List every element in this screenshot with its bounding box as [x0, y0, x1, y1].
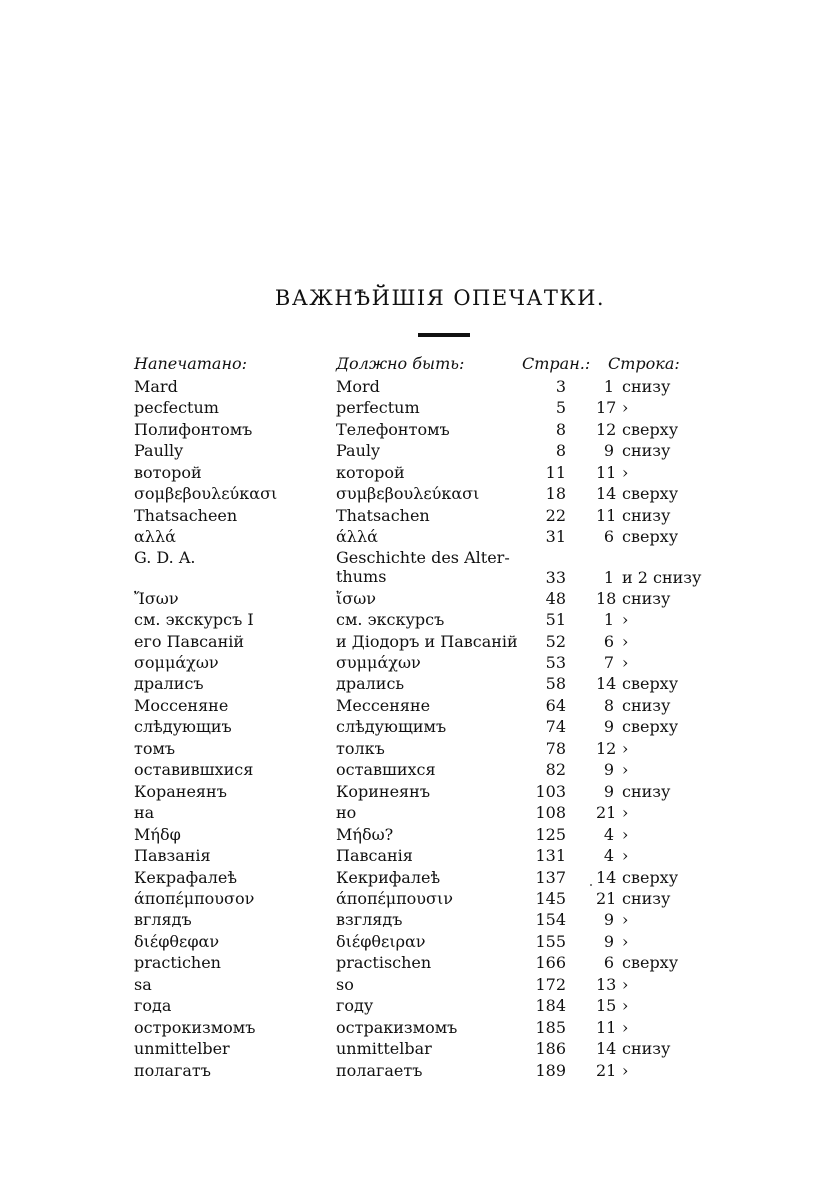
- correct-text: взглядъ: [336, 910, 403, 930]
- line-note: ›: [622, 974, 629, 994]
- page-number: 64: [545, 695, 566, 715]
- printed-text: его Павсаній: [134, 631, 245, 651]
- line-ref: [596, 695, 670, 716]
- errata-row: [134, 673, 754, 694]
- line-ref: [596, 867, 678, 888]
- line-note: снизу: [622, 781, 671, 801]
- line-number: 17: [596, 398, 617, 418]
- line-note: сверху: [622, 867, 679, 887]
- line-ref: [596, 952, 678, 973]
- correct-text: so: [336, 974, 354, 994]
- errata-row: [134, 526, 754, 547]
- line-note: ›: [622, 652, 629, 672]
- line-note: ›: [622, 610, 629, 630]
- line-note: и 2 снизу: [622, 567, 702, 587]
- line-note: снизу: [622, 505, 671, 525]
- line-ref: [596, 376, 670, 397]
- errata-row: [134, 588, 754, 609]
- errata-row: [134, 695, 754, 716]
- line-number: 9: [603, 931, 614, 951]
- errata-row: [134, 609, 754, 630]
- errata-header-row: [134, 352, 754, 376]
- errata-row: [134, 824, 754, 845]
- errata-row: [134, 909, 754, 930]
- line-number: 1: [603, 567, 614, 587]
- header-printed: Напечатано:: [134, 354, 248, 373]
- page-number: 78: [545, 738, 566, 758]
- line-number: 1: [603, 377, 614, 396]
- line-note: ›: [622, 996, 629, 1016]
- line-number: 9: [603, 781, 614, 801]
- printed-text: Кекрафалеѣ: [134, 867, 237, 887]
- errata-row: [134, 1060, 754, 1081]
- printed-text: года: [134, 996, 172, 1016]
- line-note: снизу: [622, 888, 671, 908]
- line-note: сверху: [622, 527, 679, 547]
- line-ref: [596, 1017, 628, 1038]
- line-number: 9: [603, 760, 614, 780]
- page-number: 184: [535, 996, 566, 1016]
- line-ref: [596, 759, 628, 780]
- errata-row: [134, 716, 754, 737]
- page-number: 108: [535, 803, 566, 823]
- line-ref: [596, 483, 678, 504]
- errata-row: [134, 419, 754, 440]
- printed-text: вглядъ: [134, 910, 192, 930]
- errata-row: [134, 952, 754, 973]
- line-number: 13: [596, 974, 617, 994]
- errata-row: [134, 845, 754, 866]
- line-ref: [596, 716, 678, 737]
- errata-row: [134, 1017, 754, 1038]
- correct-text: Мессеняне: [336, 695, 431, 715]
- correct-text: practischen: [336, 953, 432, 973]
- line-note: ›: [622, 910, 629, 930]
- line-number: 9: [603, 910, 614, 930]
- printed-text: σομβεβουλεύκασι: [134, 484, 278, 504]
- line-ref: [596, 609, 628, 630]
- printed-text: Коранеянъ: [134, 781, 227, 801]
- line-number: 15: [596, 996, 617, 1016]
- page-number: 3: [555, 377, 566, 396]
- correct-text: толкъ: [336, 738, 385, 758]
- line-note: ›: [622, 1060, 629, 1080]
- line-note: ›: [622, 462, 629, 482]
- line-number: 14: [596, 674, 617, 694]
- errata-row: [134, 995, 754, 1016]
- line-ref: [596, 1038, 670, 1059]
- line-number: 12: [596, 419, 617, 439]
- line-number: 6: [603, 631, 614, 651]
- errata-row: [134, 867, 754, 888]
- line-ref: [596, 888, 670, 909]
- line-number: 6: [603, 527, 614, 547]
- correct-text: perfectum: [336, 398, 420, 418]
- line-number: 9: [603, 717, 614, 737]
- page-number: 189: [535, 1060, 566, 1080]
- page-number: 145: [535, 888, 566, 908]
- correct-text: году: [336, 996, 374, 1016]
- line-note: ›: [622, 931, 629, 951]
- page-number: 18: [545, 484, 566, 504]
- correct-text: Коринеянъ: [336, 781, 430, 801]
- correct-text: άποπέμπουσιν: [336, 888, 453, 908]
- page-number: 22: [545, 505, 566, 525]
- printed-text: дралисъ: [134, 674, 204, 694]
- line-note: ›: [622, 846, 629, 866]
- line-ref: [596, 738, 628, 759]
- title-rule: [418, 333, 470, 337]
- line-number: 21: [596, 888, 617, 908]
- line-number: 12: [596, 738, 617, 758]
- page-number: 5: [555, 398, 566, 418]
- page-number: 52: [545, 631, 566, 651]
- errata-table: [134, 352, 754, 1081]
- line-note: ›: [622, 738, 629, 758]
- printed-text: unmittelber: [134, 1039, 230, 1059]
- printed-text: оставившхися: [134, 760, 254, 780]
- correct-text: но: [336, 803, 357, 823]
- printed-text: Mard: [134, 377, 178, 396]
- line-note: ›: [622, 803, 629, 823]
- line-number: 7: [603, 652, 614, 672]
- line-note: ›: [622, 824, 629, 844]
- errata-row: [134, 652, 754, 673]
- errata-row: [134, 974, 754, 995]
- correct-text: см. экскурсъ: [336, 610, 445, 630]
- errata-row: [134, 759, 754, 780]
- printed-text: pecfectum: [134, 398, 219, 418]
- line-note: ›: [622, 1017, 629, 1037]
- line-ref: [596, 588, 670, 609]
- errata-row: [134, 1038, 754, 1059]
- line-note: сверху: [622, 419, 679, 439]
- correct-text: Mord: [336, 377, 380, 396]
- line-note: сверху: [622, 717, 679, 737]
- page-number: 33: [545, 567, 566, 587]
- printed-text: Павзанія: [134, 846, 211, 866]
- errata-row: [134, 781, 754, 802]
- line-ref: [596, 440, 670, 461]
- page-number: 11: [545, 462, 566, 482]
- page-number: 185: [535, 1017, 566, 1037]
- line-ref: [596, 567, 701, 588]
- printed-text: Paully: [134, 441, 184, 461]
- printed-text: на: [134, 803, 155, 823]
- correct-text: которой: [336, 462, 405, 482]
- correct-text: Geschichte des Alter-thums: [336, 547, 510, 586]
- errata-row: [134, 462, 754, 483]
- line-note: ›: [622, 398, 629, 418]
- correct-text: остракизмомъ: [336, 1017, 458, 1037]
- line-note: ›: [622, 631, 629, 651]
- printed-text: см. экскурсъ I: [134, 610, 254, 630]
- header-page: Стран.:: [522, 354, 591, 373]
- errata-rows: [134, 376, 754, 1081]
- page-number: 137: [535, 867, 566, 887]
- errata-row: [134, 440, 754, 461]
- page-number: 51: [545, 610, 566, 630]
- page-number: 131: [535, 846, 566, 866]
- correct-text: и Діодоръ и Павсаній: [336, 631, 518, 651]
- line-number: 21: [596, 803, 617, 823]
- errata-row: [134, 931, 754, 952]
- line-number: 14: [596, 867, 617, 887]
- line-note: сверху: [622, 484, 679, 504]
- errata-row: [134, 802, 754, 823]
- line-ref: [596, 673, 678, 694]
- line-ref: [596, 909, 628, 930]
- errata-row: [134, 397, 754, 418]
- page-number: 58: [545, 674, 566, 694]
- line-number: 14: [596, 484, 617, 504]
- header-should-be: Должно быть:: [336, 354, 465, 373]
- line-ref: [596, 1060, 628, 1081]
- line-note: снизу: [622, 695, 671, 715]
- errata-row: [134, 548, 754, 588]
- correct-text: unmittelbar: [336, 1039, 432, 1059]
- line-number: 11: [596, 1017, 617, 1037]
- correct-text: συμβεβουλεύκασι: [336, 484, 480, 504]
- correct-text: συμμάχων: [336, 652, 421, 672]
- printed-text: sa: [134, 974, 152, 994]
- line-ref: [596, 824, 628, 845]
- errata-row: [134, 888, 754, 909]
- correct-text: άλλά: [336, 527, 378, 547]
- errata-row: [134, 483, 754, 504]
- line-ref: [596, 995, 628, 1016]
- line-number: 9: [603, 441, 614, 461]
- page-number: 31: [545, 527, 566, 547]
- correct-text: ἴσων: [336, 588, 376, 608]
- line-ref: [596, 462, 628, 483]
- correct-text: дрались: [336, 674, 405, 694]
- correct-text: διέφθειραν: [336, 931, 426, 951]
- printed-text: αλλά: [134, 527, 176, 547]
- line-ref: [596, 652, 628, 673]
- line-ref: [596, 781, 670, 802]
- printed-text: полагатъ: [134, 1060, 211, 1080]
- page-number: 53: [545, 652, 566, 672]
- page-number: 48: [545, 588, 566, 608]
- printed-text: слѣдующиъ: [134, 717, 232, 737]
- line-ref: [596, 802, 628, 823]
- line-number: 18: [596, 588, 617, 608]
- line-number: 11: [596, 462, 617, 482]
- page-number: 8: [555, 419, 566, 439]
- page-number: 154: [535, 910, 566, 930]
- correct-text: слѣдующимъ: [336, 717, 447, 737]
- correct-text: Павсанія: [336, 846, 413, 866]
- line-number: 11: [596, 505, 617, 525]
- correct-text: Кекрифалеѣ: [336, 867, 441, 887]
- printed-text: Ἴσων: [134, 588, 179, 608]
- printed-text: σομμάχων: [134, 652, 219, 672]
- page-title: ВАЖНѢЙШІЯ ОПЕЧАТКИ.: [274, 286, 606, 310]
- printed-text: practichen: [134, 953, 221, 973]
- printed-text: томъ: [134, 738, 176, 758]
- printed-text: острокизмомъ: [134, 1017, 256, 1037]
- speck: [590, 884, 592, 886]
- line-note: сверху: [622, 953, 679, 973]
- correct-text: полагаетъ: [336, 1060, 423, 1080]
- printed-text: Полифонтомъ: [134, 419, 253, 439]
- correct-text: Pauly: [336, 441, 381, 461]
- line-number: 4: [603, 846, 614, 866]
- page-number: 8: [555, 441, 566, 461]
- line-ref: [596, 419, 678, 440]
- errata-row: [134, 631, 754, 652]
- line-ref: [596, 526, 678, 547]
- printed-text: Thatsacheen: [134, 505, 238, 525]
- page-number: 172: [535, 974, 566, 994]
- page-number: 166: [535, 953, 566, 973]
- printed-text: Μήδφ: [134, 824, 181, 844]
- page-number: 74: [545, 717, 566, 737]
- printed-text: διέφθεφαν: [134, 931, 220, 951]
- line-note: ›: [622, 760, 629, 780]
- correct-text: оставшихся: [336, 760, 436, 780]
- errata-row: [134, 505, 754, 526]
- line-number: 14: [596, 1039, 617, 1059]
- page-number: 186: [535, 1039, 566, 1059]
- line-number: 8: [603, 695, 614, 715]
- page-number: 155: [535, 931, 566, 951]
- errata-row: [134, 376, 754, 397]
- line-note: сверху: [622, 674, 679, 694]
- header-line: Строка:: [608, 354, 680, 373]
- line-ref: [596, 505, 670, 526]
- page-number: 103: [535, 781, 566, 801]
- line-number: 21: [596, 1060, 617, 1080]
- line-note: снизу: [622, 441, 671, 461]
- line-ref: [596, 974, 628, 995]
- line-number: 6: [603, 953, 614, 973]
- line-ref: [596, 845, 628, 866]
- printed-text: G. D. A.: [134, 547, 196, 567]
- printed-text: Моссеняне: [134, 695, 229, 715]
- page-number: 82: [545, 760, 566, 780]
- line-number: 4: [603, 824, 614, 844]
- line-note: снизу: [622, 588, 671, 608]
- line-number: 1: [603, 610, 614, 630]
- line-ref: [596, 631, 628, 652]
- line-ref: [596, 931, 628, 952]
- line-ref: [596, 397, 628, 418]
- printed-text: воторой: [134, 462, 202, 482]
- printed-text: άποπέμπουσον: [134, 888, 255, 908]
- line-note: снизу: [622, 377, 671, 396]
- line-note: снизу: [622, 1039, 671, 1059]
- correct-text: Μήδω?: [336, 824, 394, 844]
- correct-text: Thatsachen: [336, 505, 430, 525]
- correct-text: Телефонтомъ: [336, 419, 450, 439]
- errata-row: [134, 738, 754, 759]
- page-number: 125: [535, 824, 566, 844]
